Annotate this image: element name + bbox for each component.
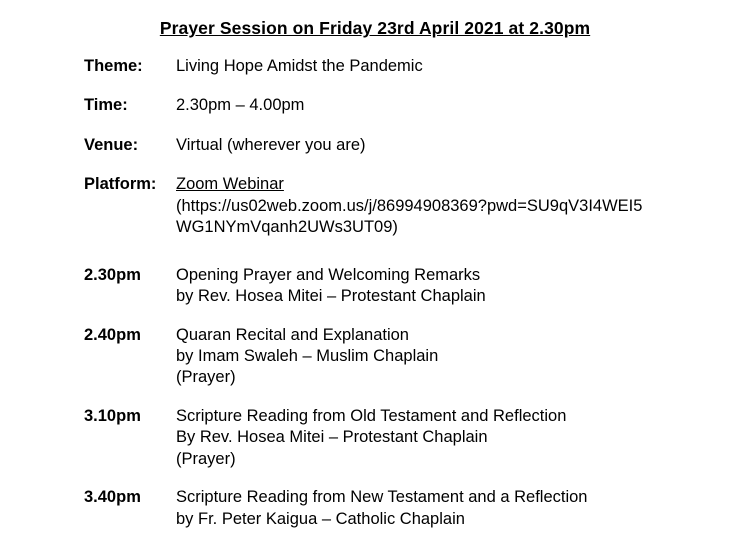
schedule-details-3: [176, 406, 750, 470]
schedule-time-1: 2.30pm: [84, 265, 141, 284]
info-label-time: Time:: [84, 96, 128, 115]
info-label-platform: Platform:: [84, 175, 157, 194]
schedule-line-2-2: by Imam Swaleh – Muslim Chaplain: [176, 346, 439, 365]
schedule-line-3-2: By Rev. Hosea Mitei – Protestant Chaplain: [176, 428, 488, 447]
info-value-time: 2.30pm – 4.00pm: [176, 96, 305, 115]
schedule-time-4: 3.40pm: [84, 488, 141, 507]
info-row-venue: [0, 135, 750, 156]
schedule-details-2: [176, 325, 750, 389]
zoom-url-line-1: (https://us02web.zoom.us/j/86994908369?pwd=SU9qV3I4WEI5: [176, 196, 643, 215]
zoom-url-line-2: WG1NYmVqanh2UWs3UT09): [176, 218, 398, 237]
section-spacer: [0, 257, 750, 265]
info-value-theme: Living Hope Amidst the Pandemic: [176, 57, 423, 75]
schedule-line-4-1: Scripture Reading from New Testament and a Reflection: [176, 488, 588, 507]
schedule-row-2: [0, 325, 750, 389]
schedule-line-3-1: Scripture Reading from Old Testament and Reflection: [176, 406, 567, 425]
info-row-platform: [0, 174, 750, 238]
info-row-time: [0, 95, 750, 116]
schedule-line-3-3: (Prayer): [176, 449, 236, 468]
zoom-webinar-link[interactable]: Zoom Webinar: [176, 175, 284, 194]
schedule-details-1: [176, 265, 750, 308]
schedule-row-4: [0, 487, 750, 530]
schedule-time-3: 3.10pm: [84, 406, 141, 425]
schedule-details-4: [176, 487, 750, 530]
schedule-time-2: 2.40pm: [84, 325, 141, 344]
info-value-platform: [176, 174, 750, 238]
schedule-row-3: [0, 406, 750, 470]
schedule-line-1-2: by Rev. Hosea Mitei – Protestant Chaplain: [176, 287, 486, 306]
schedule-line-1-1: Opening Prayer and Welcoming Remarks: [176, 265, 481, 284]
info-row-theme: [0, 56, 750, 77]
info-label-venue: Venue:: [84, 135, 139, 154]
schedule-line-2-3: (Prayer): [176, 368, 236, 387]
page-title: Prayer Session on Friday 23rd April 2021 at 2.30pm: [159, 18, 591, 38]
info-label-theme: Theme:: [84, 57, 143, 75]
document-body: [0, 56, 750, 547]
schedule-line-4-2: by Fr. Peter Kaigua – Catholic Chaplain: [176, 509, 465, 528]
schedule-line-2-1: Quaran Recital and Explanation: [176, 325, 409, 344]
info-value-venue: Virtual (wherever you are): [176, 135, 366, 154]
schedule-row-1: [0, 265, 750, 308]
